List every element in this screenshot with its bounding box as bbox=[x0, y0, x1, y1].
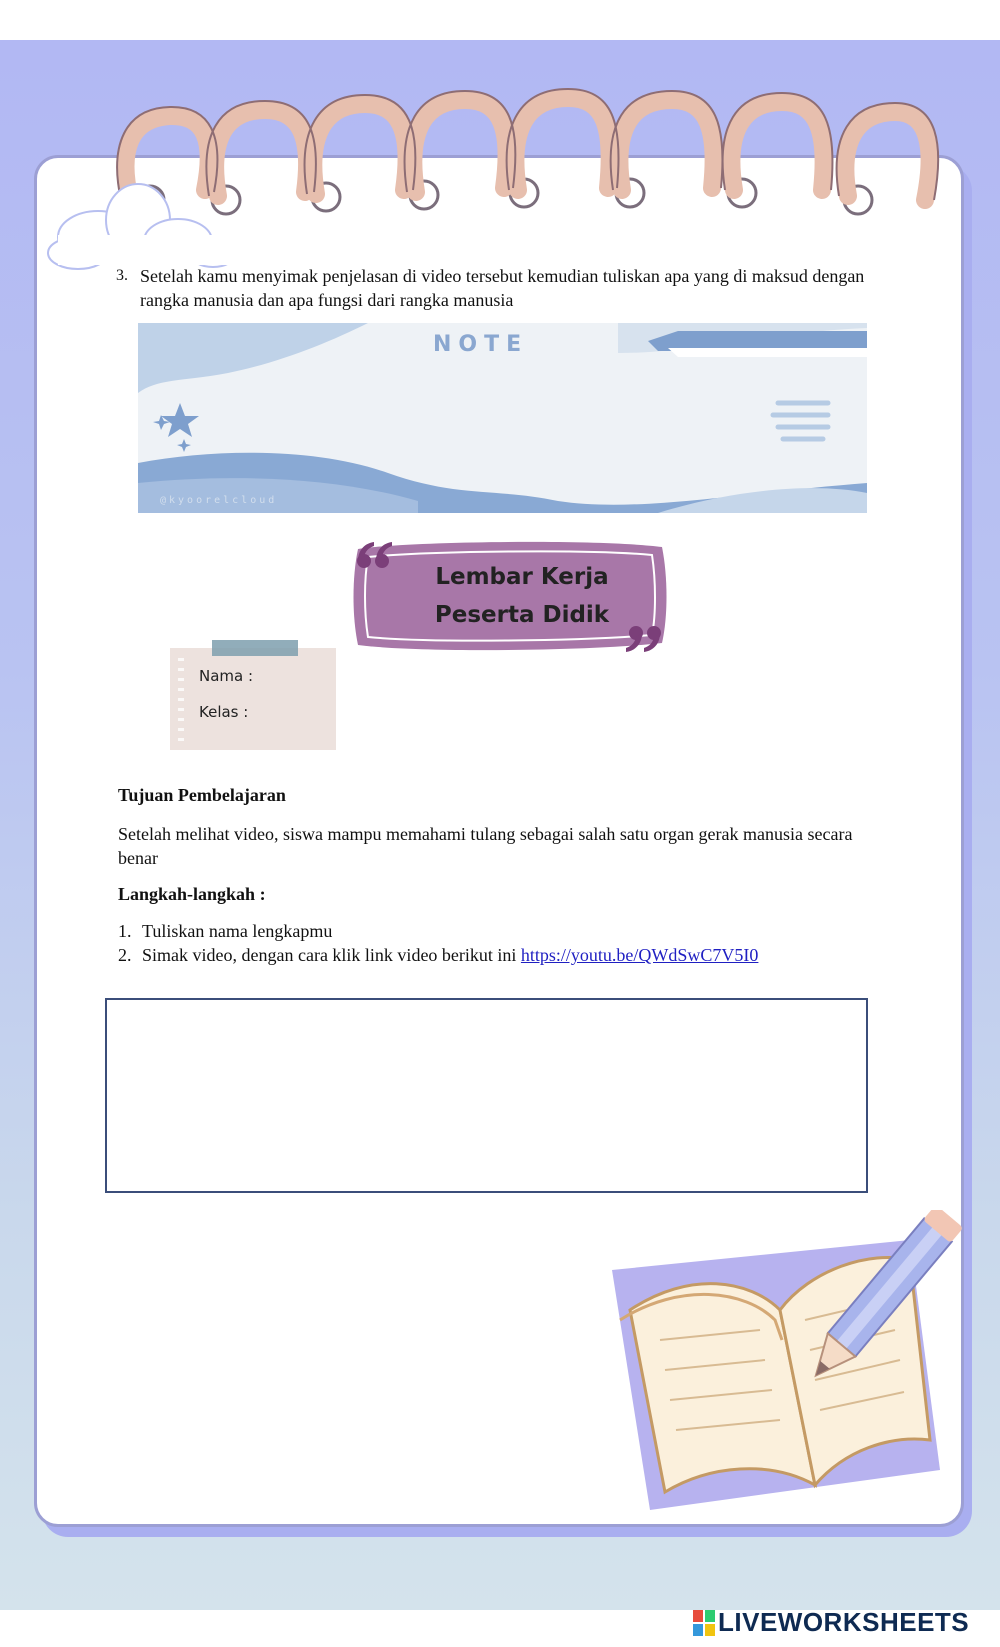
answer-text-box[interactable] bbox=[105, 998, 868, 1193]
question-3 bbox=[116, 264, 876, 312]
step-number: 1. bbox=[118, 921, 132, 941]
liveworksheets-logo bbox=[693, 1607, 969, 1638]
step-text: Simak video, dengan cara klik link video berikut ini bbox=[142, 945, 521, 965]
brand-name: LIVEWORKSHEETS bbox=[718, 1607, 970, 1637]
steps-heading: Langkah-langkah : bbox=[118, 884, 266, 904]
step-number: 2. bbox=[118, 945, 132, 965]
lkpd-title-line2: Peserta Didik bbox=[434, 602, 610, 628]
identity-card bbox=[170, 648, 336, 750]
lkpd-title-line1: Lembar Kerja bbox=[435, 564, 609, 590]
objective-text: Setelah melihat video, siswa mampu memahami tulang sebagai salah satu organ gerak manusia secara benar bbox=[118, 824, 853, 868]
book-pencil-icon bbox=[610, 1210, 1000, 1510]
cloud-icon bbox=[38, 165, 238, 275]
list-item bbox=[118, 919, 918, 943]
objective-heading: Tujuan Pembelajaran bbox=[118, 785, 286, 805]
note-banner-label: NOTE bbox=[433, 332, 529, 357]
class-label: Kelas : bbox=[199, 703, 249, 721]
lkpd-title bbox=[382, 558, 662, 634]
list-item bbox=[118, 943, 918, 967]
name-label: Nama : bbox=[199, 667, 254, 685]
logo-grid-icon bbox=[693, 1610, 715, 1636]
note-banner-watermark: @kyoorelcloud bbox=[160, 495, 278, 506]
steps-list bbox=[118, 919, 918, 967]
question-3-text: Setelah kamu menyimak penjelasan di video tersebut kemudian tuliskan apa yang di maksud dengan rangka manusia dan apa fungsi dari rangka manusia bbox=[140, 266, 865, 310]
step-text: Tuliskan nama lengkapmu bbox=[142, 921, 333, 941]
question-3-number: 3. bbox=[116, 267, 128, 284]
note-banner bbox=[138, 323, 867, 513]
video-link[interactable]: https://youtu.be/QWdSwC7V5I0 bbox=[520, 945, 759, 965]
identity-card-holes bbox=[178, 658, 184, 746]
tape-icon bbox=[212, 640, 298, 656]
